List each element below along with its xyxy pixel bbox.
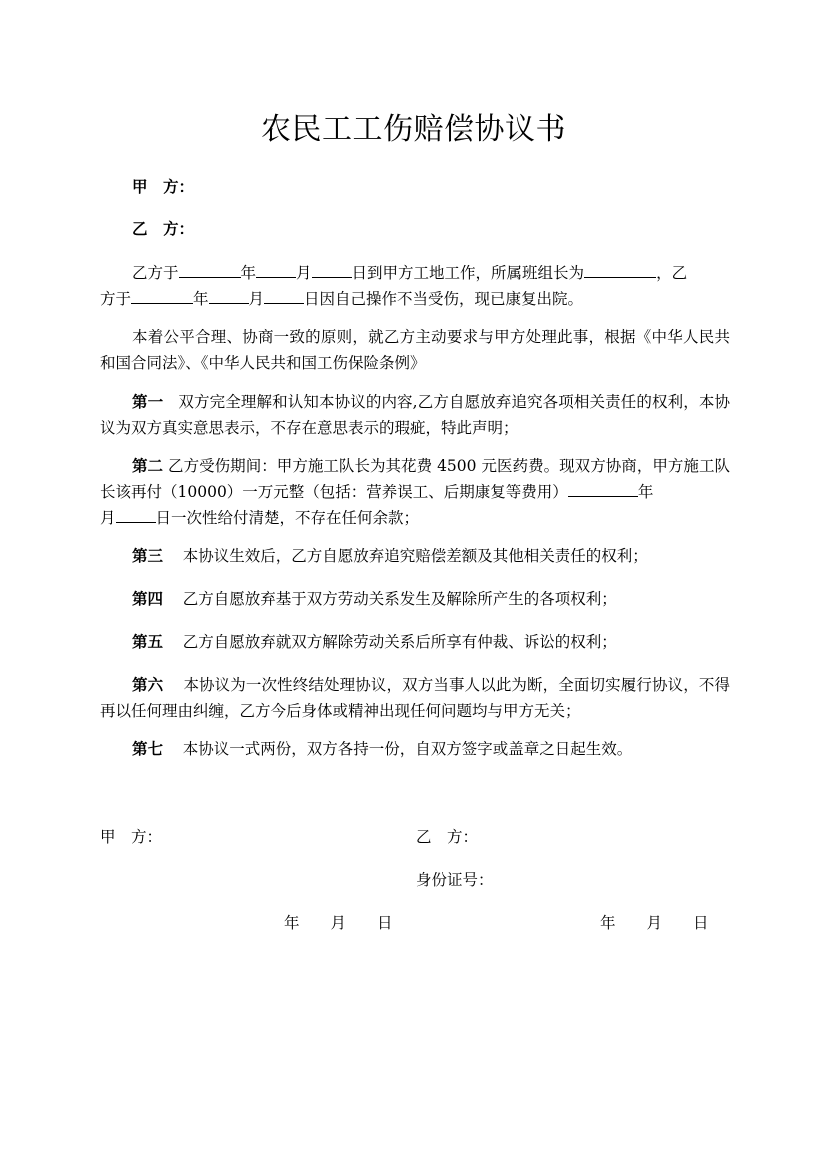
signature-party-a: 甲 方：: [100, 828, 163, 846]
blank-month: [209, 288, 249, 304]
article-7: [100, 736, 730, 762]
party-a-header: 甲 方：: [132, 177, 195, 196]
article-5: [100, 629, 730, 655]
article-number: 第三: [132, 546, 164, 565]
article-6: [100, 672, 730, 724]
party-b-header: 乙 方：: [132, 219, 195, 238]
intro-paragraph: [100, 260, 730, 312]
article-number: 第四: [132, 589, 164, 608]
signature-id-number: 身份证号：: [416, 871, 494, 889]
article-2: [100, 453, 730, 531]
article-text: 双方完全理解和认知本协议的内容,乙方自愿放弃追究各项相关责任的权利，本协议为双方真实意思表示，不存在意思表示的瑕疵，特此声明；: [100, 393, 730, 437]
document-title: 农民工工伤赔偿协议书: [261, 112, 566, 147]
intro-text: ，乙: [656, 264, 688, 282]
signature-date-b: 年 月 日: [600, 914, 709, 932]
article-text: 本协议生效后，乙方自愿放弃追究赔偿差额及其他相关责任的权利；: [182, 547, 648, 565]
article-text: 乙方自愿放弃基于双方劳动关系发生及解除所产生的各项权利；: [182, 590, 617, 608]
basis-paragraph: 本着公平合理、协商一致的原则，就乙方主动要求与甲方处理此事，根据《中华人民共和国合同法》、《中华人民共和国工伤保险条例》: [100, 328, 730, 372]
article-number: 第二: [132, 456, 164, 475]
article-number: 第七: [132, 739, 164, 758]
blank-month: [256, 262, 296, 278]
article-text: 年: [637, 483, 654, 501]
article-text: 本协议一式两份，双方各持一份，自双方签字或盖章之日起生效。: [182, 740, 633, 758]
signature-date-a: 年 月 日: [284, 914, 393, 932]
article-text: 日一次性给付清楚，不存在任何余款；: [155, 509, 420, 527]
article-number: 第一: [132, 392, 164, 411]
intro-text: 月: [248, 290, 265, 308]
intro-text: 日因自己操作不当受伤，现已康复出院。: [304, 290, 584, 308]
article-number: 第五: [132, 632, 164, 651]
article-text: 本协议为一次性终结处理协议，双方当事人以此为断，全面切实履行协议，不得再以任何理由纠缠，乙方今后身体或精神出现任何问题均与甲方无关；: [100, 676, 730, 720]
article-text: 乙方自愿放弃就双方解除劳动关系后所享有仲裁、诉讼的权利；: [182, 633, 617, 651]
blank-team-leader: [584, 262, 656, 278]
blank-day: [312, 262, 352, 278]
intro-text: 方于: [100, 290, 132, 308]
blank-year: [179, 262, 241, 278]
intro-text: 年: [240, 264, 257, 282]
article-1: [100, 389, 730, 441]
intro-text: 年: [193, 290, 209, 308]
blank-month: [116, 507, 156, 523]
article-number: 第六: [132, 675, 164, 694]
signature-party-b: 乙 方：: [416, 828, 479, 846]
article-text: 月: [100, 509, 116, 527]
blank-day: [264, 288, 304, 304]
intro-text: 日到甲方工地工作，所属班组长为: [351, 264, 585, 282]
intro-text: 乙方于: [132, 264, 179, 282]
article-3: [100, 543, 730, 569]
blank-year: [568, 481, 638, 497]
article-4: [100, 586, 730, 612]
blank-year: [131, 288, 193, 304]
intro-text: 月: [296, 264, 312, 282]
article-text: 乙方受伤期间：甲方施工队长为其花费 4500 元医药费。现双方协商，甲方施工队长该再付（10000）一万元整（包括：营养误工、后期康复等费用）: [100, 457, 730, 501]
